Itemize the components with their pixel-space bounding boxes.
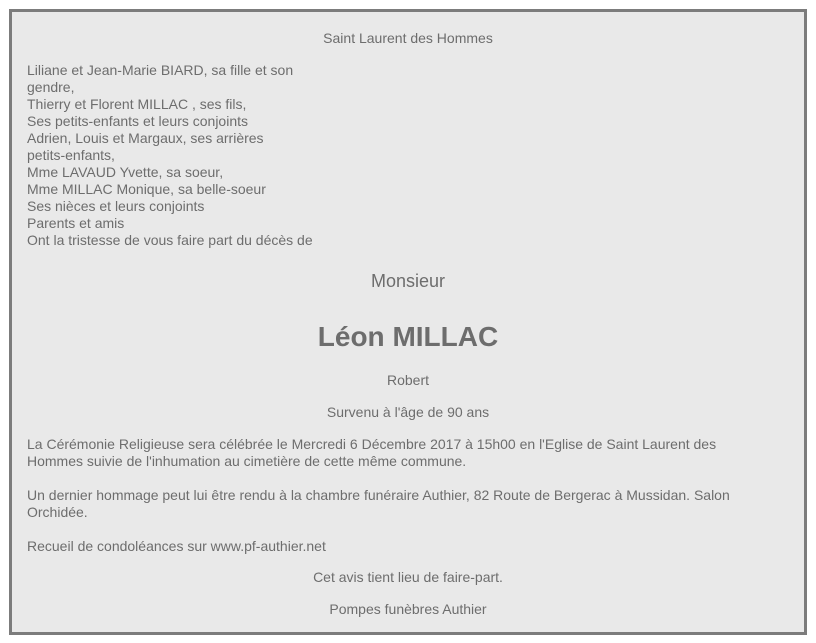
age-text: Survenu à l'âge de 90 ans [326, 404, 490, 420]
condolences-paragraph: Recueil de condoléances sur www.pf-authier.net [27, 538, 326, 554]
location-heading: Saint Laurent des Hommes [323, 30, 493, 46]
family-line: Thierry et Florent MILLAC , ses fils, [27, 96, 247, 112]
family-line: petits-enfants, [27, 147, 115, 163]
family-list [27, 62, 347, 249]
notice-text: Cet avis tient lieu de faire-part. [313, 569, 503, 585]
other-first-name: Robert [386, 372, 430, 388]
family-line: Liliane et Jean-Marie BIARD, sa fille et son [27, 62, 294, 78]
deceased-name: Léon MILLAC [317, 321, 499, 352]
tribute-paragraph: Un dernier hommage peut lui être rendu à la chambre funéraire Authier, 82 Route de Bergerac à Mussidan. Salon Orchidée. [27, 487, 730, 520]
family-line: Ses petits-enfants et leurs conjoints [27, 113, 249, 129]
civility: Monsieur [370, 271, 446, 291]
family-line: Adrien, Louis et Margaux, ses arrières [27, 130, 264, 146]
family-line: Ses nièces et leurs conjoints [27, 198, 205, 214]
family-line: gendre, [27, 79, 75, 95]
family-line: Ont la tristesse de vous faire part du décès de [27, 232, 313, 248]
funeral-home-signature: Pompes funèbres Authier [329, 601, 487, 617]
family-line: Parents et amis [27, 215, 125, 231]
family-line: Mme LAVAUD Yvette, sa soeur, [27, 164, 224, 180]
obituary-card [9, 9, 807, 635]
ceremony-paragraph: La Cérémonie Religieuse sera célébrée le Mercredi 6 Décembre 2017 à 15h00 en l'Eglise de Saint Laurent des Hommes suivie de l'inhumation au cimetière de cette même commune. [27, 436, 717, 469]
family-line: Mme MILLAC Monique, sa belle-soeur [27, 181, 266, 197]
